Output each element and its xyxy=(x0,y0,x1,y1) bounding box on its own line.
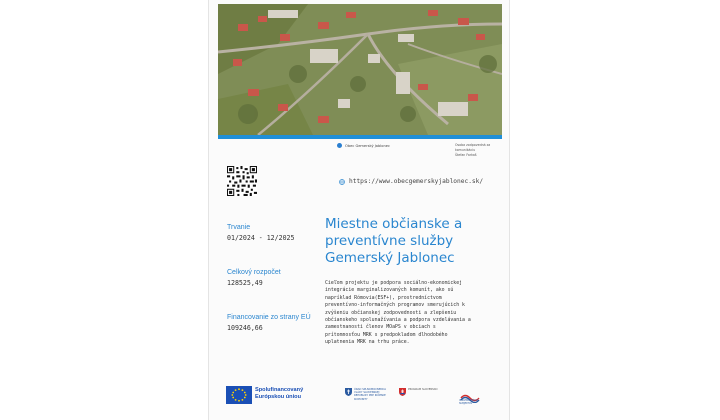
document-page xyxy=(209,0,509,420)
website-url[interactable]: https://www.obecgemerskyjablonec.sk/ xyxy=(349,178,484,185)
website-link[interactable] xyxy=(339,178,483,185)
credit-name-text: Štefan Farkaš xyxy=(455,153,477,158)
funding-logos-footer xyxy=(209,384,509,408)
description-line: preventívno-informačných programov smerujúcich k xyxy=(325,302,465,309)
budget-value: 128525,49 xyxy=(227,279,263,287)
qr-code-icon xyxy=(227,166,257,196)
description-line: napríklad Rómovia(ESF+), prostredníctvom xyxy=(325,294,442,301)
coat-of-arms-icon xyxy=(345,388,352,396)
duration-value: 01/2024 - 12/2025 xyxy=(227,234,295,242)
globe-icon xyxy=(339,179,345,185)
map-pin-icon xyxy=(337,143,342,148)
title-line: Miestne občianske a xyxy=(325,216,463,232)
description-line: zamestnanosti členov MOaPS v obciach s xyxy=(325,324,436,331)
eu-text-line: Európskou úniou xyxy=(255,394,301,400)
title-line: Gemerský Jablonec xyxy=(325,250,455,266)
credit-role-text: Osoba zodpovedná za komunikáciu xyxy=(455,143,491,153)
eu-cofunded-text xyxy=(255,387,303,401)
photo-accent-bar xyxy=(218,135,502,139)
description-line: Cieľom projektu je podpora sociálno-ekonomickej xyxy=(325,280,463,286)
credit-location-text: Obec Gemerský Jablonec xyxy=(345,143,390,148)
aerial-village-photo xyxy=(218,4,502,135)
photo-credit-location xyxy=(337,143,390,148)
logo2-text: PROGRAM SLOVENSKO xyxy=(408,388,438,391)
description-line: občianskeho spolunažívania a podpora vzdelávania a xyxy=(325,317,471,324)
logo1-text: ÚRAD SPLNOMOCNENCA VLÁDY SLOVENSKEJ REPUBLIKY PRE RÓMSKE KOMUNITY xyxy=(354,388,387,401)
slovak-shield-icon xyxy=(399,388,406,396)
description-line: zvýšeniu občianskej zodpovednosti a zlepšeniu xyxy=(325,309,457,316)
program-slovensko-logo xyxy=(399,388,438,396)
eu-flag-icon xyxy=(226,386,252,404)
photo-credit-contact xyxy=(455,143,509,159)
logo3-text: IMPLEMENTÁCIA SUBJEKTOV xyxy=(459,399,479,405)
project-description xyxy=(325,280,493,347)
project-title xyxy=(325,216,495,267)
aerial-photo-image xyxy=(218,4,502,135)
title-line: preventívne služby xyxy=(325,233,454,249)
implementation-logo xyxy=(459,388,481,404)
budget-label: Celkový rozpočet xyxy=(227,269,281,276)
eu-funding-value: 109246,66 xyxy=(227,324,263,332)
eu-text-line: Spolufinancovaný xyxy=(255,387,304,393)
description-line: uplatnenia MRK na trhu práce. xyxy=(325,339,410,346)
eu-funding-label: Financovanie zo strany EÚ xyxy=(227,314,311,321)
duration-label: Trvanie xyxy=(227,224,251,231)
description-line: prítomnosťou MRK s predpokladom dlhodobého xyxy=(325,331,448,338)
description-line: integrácie marginalizovaných komunít, ako sú xyxy=(325,287,454,294)
government-office-logo xyxy=(345,388,394,401)
